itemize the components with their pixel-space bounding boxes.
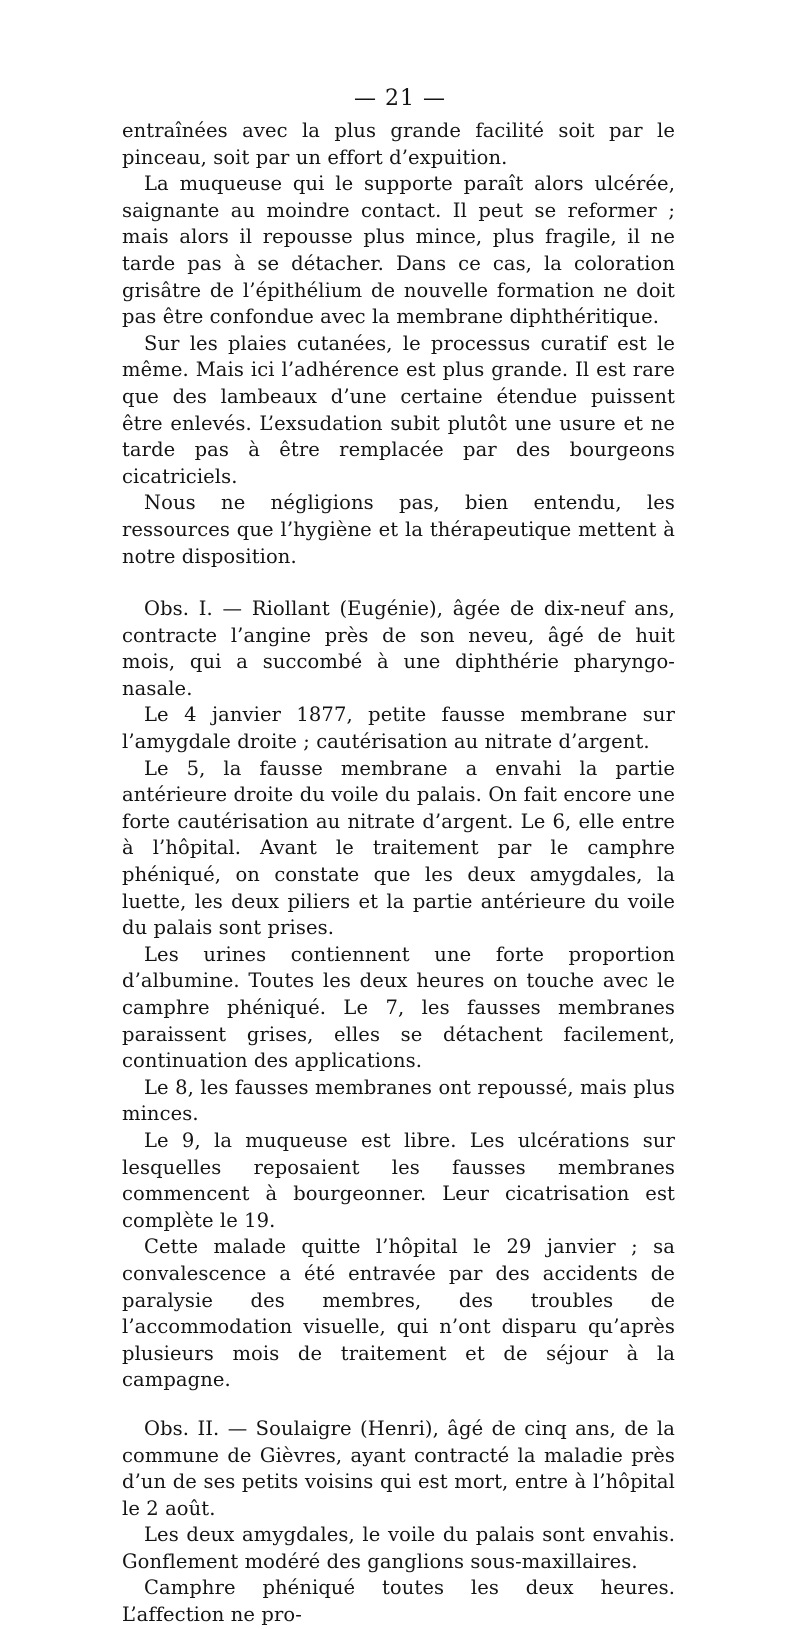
paragraph: Sur les plaies cutanées, le processus curatif est le même. Mais ici l’adhérence est plus grande. Il est rare que des lambeaux d’une certaine étendue puissent être enlevés. L’exsudation subit plutôt une usure et ne tarde pas à être remplacée par des bourgeons cicatriciels.: [122, 331, 675, 488]
body-text: [122, 118, 675, 1629]
paragraph: Les deux amygdales, le voile du palais sont envahis. Gonflement modéré des ganglions sous-maxillaires.: [122, 1523, 675, 1573]
section-gap: [122, 1394, 675, 1416]
section-gap: [122, 570, 675, 596]
paragraph: Le 4 janvier 1877, petite fausse membrane sur l’amygdale droite ; cautérisation au nitrate d’argent.: [122, 703, 675, 754]
paragraph: Les urines contiennent une forte proportion d’albumine. Toutes les deux heures on touche avec le camphre phéniqué. Le 7, les fausses membranes paraissent grises, elles se détachent facilement, continuation des applications.: [122, 942, 675, 1073]
page-number: — 21 —: [354, 86, 446, 111]
paragraph: Cette malade quitte l’hôpital le 29 janvier ; sa convalescence a été entravée par des accidents de paralysie des membres, des troubles de l’accommodation visuelle, qui n’ont disparu qu’après plusieurs mois de traitement et de séjour à la campagne.: [122, 1235, 675, 1392]
paragraph: Le 5, la fausse membrane a envahi la partie antérieure droite du voile du palais. On fait encore une forte cautérisation au nitrate d’argent. Le 6, elle entre à l’hôpital. Avant le traitement par le camphre phéniqué, on constate que les deux amygdales, la luette, les deux piliers et la partie antérieure du voile du palais sont prises.: [122, 756, 675, 940]
paragraph: entraînées avec la plus grande facilité soit par le pinceau, soit par un effort d’expuition.: [122, 119, 675, 169]
paragraph: Camphre phéniqué toutes les deux heures. L’affection ne pro-: [122, 1576, 675, 1627]
paragraph: La muqueuse qui le supporte paraît alors ulcérée, saignante au moindre contact. Il peut se reformer ; mais alors il repousse plus mince, plus fragile, il ne tarde pas à se détacher. Dans ce cas, la coloration grisâtre de l’épithélium de nouvelle formation ne doit pas être confondue avec la membrane diphthéritique.: [122, 172, 675, 329]
paragraph: Le 8, les fausses membranes ont repoussé, mais plus minces.: [122, 1075, 675, 1126]
observation-heading-paragraph: Obs. II. — Soulaigre (Henri), âgé de cinq ans, de la commune de Gièvres, ayant contracté la maladie près d’un de ses petits voisins qui est mort, entre à l’hôpital le 2 août.: [122, 1416, 675, 1520]
paragraph: Nous ne négligions pas, bien entendu, les ressources que l’hygiène et la thérapeutique mettent à notre disposition.: [122, 491, 675, 568]
observation-heading-paragraph: Obs. I. — Riollant (Eugénie), âgée de dix-neuf ans, contracte l’angine près de son neveu, âgé de huit mois, qui a succombé à une diphthérie pharyngo-nasale.: [122, 597, 675, 700]
paragraph: Le 9, la muqueuse est libre. Les ulcérations sur lesquelles reposaient les fausses membranes commencent à bourgeonner. Leur cicatrisation est complète le 19.: [122, 1128, 675, 1232]
